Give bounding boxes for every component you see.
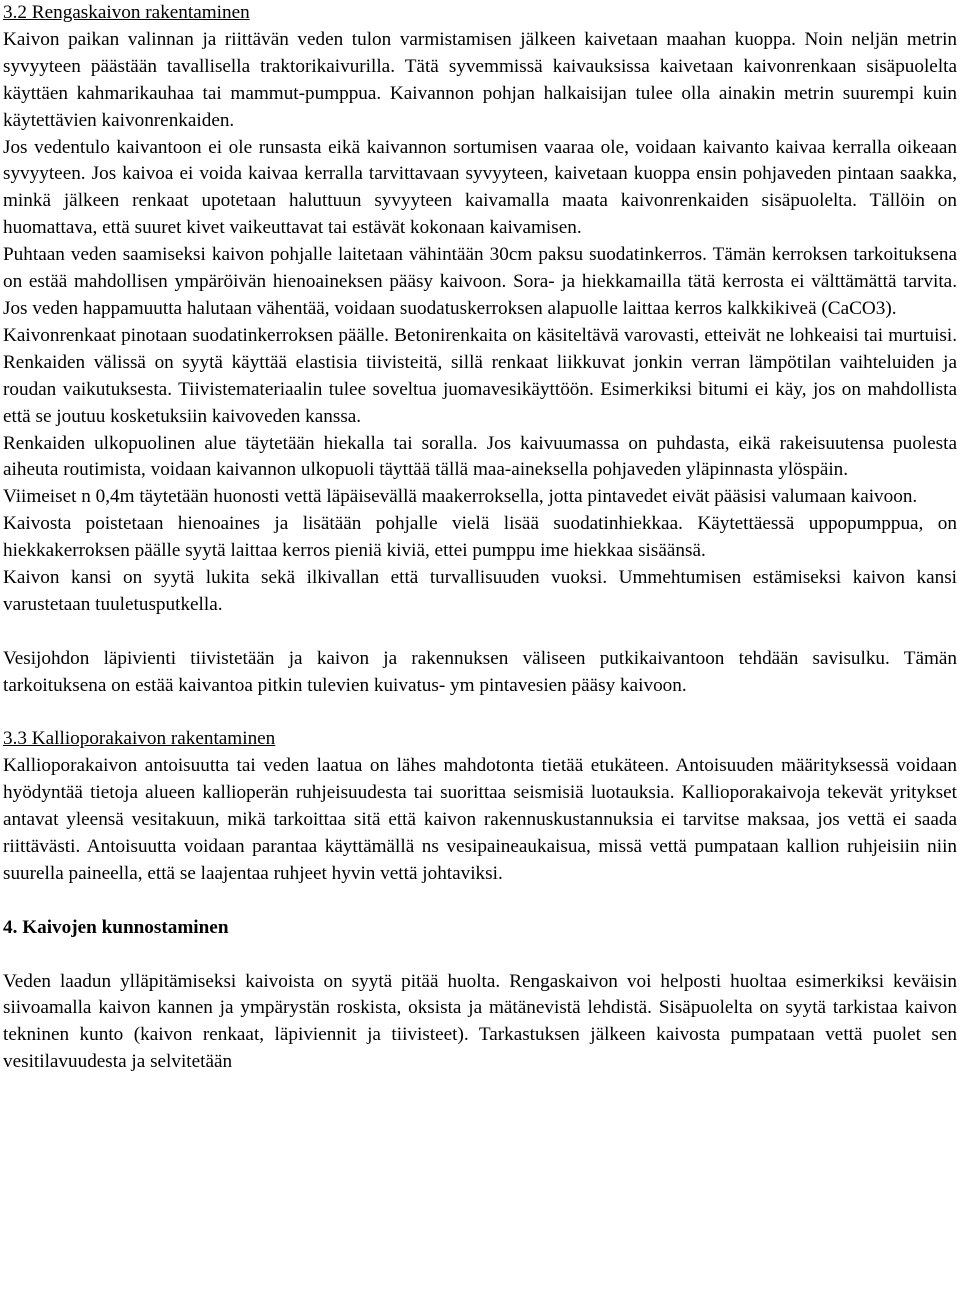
section-3-2-paragraph-5: Renkaiden ulkopuolinen alue täytetään hiekalla tai soralla. Jos kaivuumassa on puhdasta, eikä rakeisuutensa puolesta aiheuta routimista, voidaan kaivannon ulkopuoli täyttää tällä maa-aineksella pohjaveden yläpinnasta ylöspäin. bbox=[3, 432, 957, 481]
section-3-2-paragraph-6: Viimeiset n 0,4m täytetään huonosti vettä läpäisevällä maakerroksella, jotta pintavedet eivät pääsisi valumaan kaivoon. bbox=[3, 486, 918, 508]
section-3-3-heading: 3.3 Kallioporakaivon rakentaminen bbox=[3, 728, 276, 750]
section-3-2-paragraph-1: Kaivon paikan valinnan ja riittävän veden tulon varmistamisen jälkeen kaivetaan maahan kuoppa. Noin neljän metrin syvyyteen päästään tavallisella traktorikaivurilla. Tätä syvemmissä kaivauksissa kaivetaan kaivonrenkaan sisäpuolelta käyttäen kahmarikauhaa tai mammut-pumppua. Kaivannon pohjan halkaisijan tulee olla ainakin metrin suurempi kuin käytettävien kaivonrenkaiden. bbox=[3, 28, 957, 131]
section-3-3-paragraph: Kallioporakaivon antoisuutta tai veden laatua on lähes mahdotonta tietää etukäteen. Antoisuuden määrityksessä voidaan hyödyntää tietoja alueen kallioperän ruhjeisuudesta tai suorittaa seismisiä luotauksia. Kallioporakaivoja tekevät yritykset antavat yleensä vesitakuun, mikä tarkoittaa sitä että kaivon rakennuskustannuksia ei tarvitse maksaa, jos vettä ei saada riittävästi. Antoisuutta voidaan parantaa käyttämällä ns vesipaineaukaisua, missä vettä pumpataan kallion ruhjeisiin niin suurella paineella, että se laajentaa ruhjeet hyvin vettä johtaviksi. bbox=[3, 755, 957, 884]
section-4-heading: 4. Kaivojen kunnostaminen bbox=[3, 916, 229, 938]
blank-line bbox=[3, 700, 957, 727]
document-page bbox=[3, 0, 957, 1076]
blank-line bbox=[3, 942, 957, 969]
section-3-2-paragraph-9: Vesijohdon läpivienti tiivistetään ja kaivon ja rakennuksen väliseen putkikaivantoon tehdään savisulku. Tämän tarkoituksena on estää kaivantoa pitkin tulevien kuivatus- ym pintavesien pääsy kaivoon. bbox=[3, 647, 957, 696]
section-3-2-paragraph-7: Kaivosta poistetaan hienoaines ja lisätään pohjalle vielä lisää suodatinhiekkaa. Käytettäessä uppopumppua, on hiekkakerroksen päälle syytä laittaa kerros pieniä kiviä, ettei pumppu ime hiekkaa sisäänsä. bbox=[3, 513, 957, 562]
section-3-2-paragraph-3: Puhtaan veden saamiseksi kaivon pohjalle laitetaan vähintään 30cm paksu suodatinkerros. Tämän kerroksen tarkoituksena on estää mahdollisen ympäröivän hienoaineksen pääsy kaivoon. Sora- ja hiekkamailla tätä kerrosta ei välttämättä tarvita. Jos veden happamuutta halutaan vähentää, voidaan suodatuskerroksen alapuolle laittaa kerros kalkkikiveä (CaCO3). bbox=[3, 244, 957, 319]
blank-line bbox=[3, 888, 957, 915]
section-4-paragraph: Veden laadun ylläpitämiseksi kaivoista on syytä pitää huolta. Rengaskaivon voi helposti huoltaa esimerkiksi keväisin siivoamalla kaivon kannen ja ympärystän roskista, oksista ja mätänevistä lehdistä. Sisäpuolelta on syytä tarkistaa kaivon tekninen kunto (kaivon renkaat, läpiviennit ja tiivisteet). Tarkastuksen jälkeen kaivosta pumpataan vettä puolet sen vesitilavuudesta ja selvitetään bbox=[3, 970, 957, 1073]
section-3-2-heading: 3.2 Rengaskaivon rakentaminen bbox=[3, 2, 250, 23]
section-3-2-paragraph-8: Kaivon kansi on syytä lukita sekä ilkivallan että turvallisuuden vuoksi. Ummehtumisen estämiseksi kaivon kansi varustetaan tuuletusputkella. bbox=[3, 567, 957, 615]
section-3-2-paragraph-2: Jos vedentulo kaivantoon ei ole runsasta eikä kaivannon sortumisen vaaraa ole, voidaan kaivanto kaivaa kerralla oikeaan syvyyteen. Jos kaivoa ei voida kaivaa kerralla tarvittavaan syvyyteen, kaivetaan kuoppa ensin pohjaveden pintaan saakka, minkä jälkeen renkaat upotetaan haluttuun syvyyteen kaivamalla maata kaivonrenkaiden sisäpuolelta. Tällöin on huomattava, että suuret kivet vaikeuttavat tai estävät kokonaan kaivamisen. bbox=[3, 136, 957, 239]
blank-line bbox=[3, 619, 957, 646]
section-3-2-paragraph-4: Kaivonrenkaat pinotaan suodatinkerroksen päälle. Betonirenkaita on käsiteltävä varovasti, etteivät ne lohkeaisi tai murtuisi. Renkaiden välissä on syytä käyttää elastisia tiivisteitä, sillä renkaat liikkuvat jonkin verran lämpötilan vaihteluiden ja roudan vaikutuksesta. Tiivistemateriaalin tulee soveltua juomavesikäyttöön. Esimerkiksi bitumi ei käy, jos on mahdollista että se joutuu kosketuksiin kaivoveden kanssa. bbox=[3, 324, 957, 427]
